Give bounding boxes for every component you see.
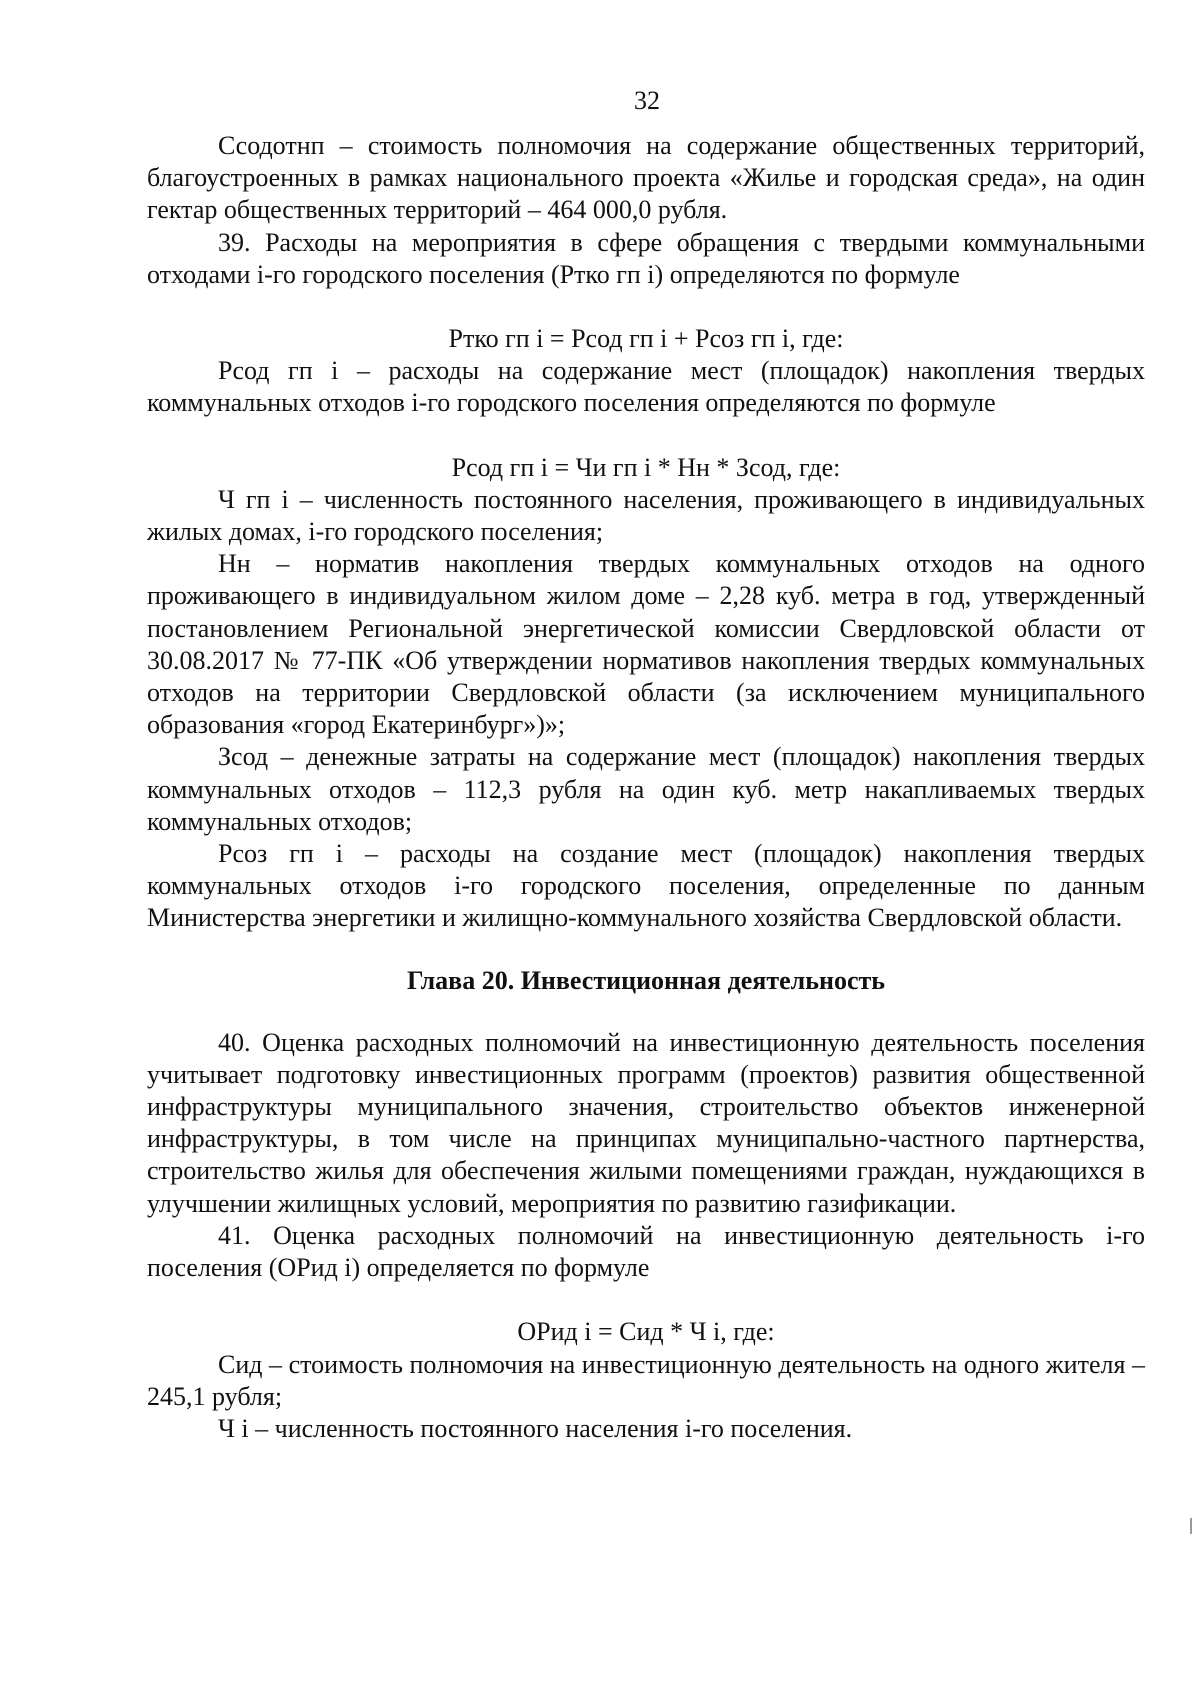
paragraph-41: 41. Оценка расходных полномочий на инвестиционную деятельность i-го поселения (ОРид i) определяется по формуле <box>147 1220 1145 1283</box>
paragraph-rsoz-definition: Рсоз гп i – расходы на создание мест (площадок) накопления твердых коммунальных отходов i-го городского поселения, определенные по данным Министерства энергетики и жилищно-коммунального хозяйства Свердловской области. <box>147 839 1145 933</box>
paragraph-39: 39. Расходы на мероприятия в сфере обращения с твердыми коммунальными отходами i-го городского поселения (Ртко гп i) определяются по формуле <box>147 227 1145 289</box>
spacer <box>147 1284 1145 1316</box>
spacer <box>147 997 1145 1027</box>
paragraph-zsod-definition: Зсод – денежные затраты на содержание мест (площадок) накопления твердых коммунальных отходов – 112,3 рубля на один куб. метр накапливаемых твердых коммунальных отходов; <box>147 742 1145 836</box>
paragraph-chi-definition: Ч i – численность постоянного населения i-го поселения. <box>218 1413 853 1443</box>
paragraph-rsod-definition: Рсод гп i – расходы на содержание мест (площадок) накопления твердых коммунальных отходов i-го городского поселения определяются по формуле <box>147 356 1145 418</box>
page-number: 32 <box>634 86 660 115</box>
scan-margin-mark <box>1190 1518 1192 1534</box>
spacer <box>147 935 1145 965</box>
formula-rtko: Ртко гп i = Рсод гп i + Рсоз гп i, где: <box>448 324 844 354</box>
paragraph-ch-definition: Ч гп i – численность постоянного населения, проживающего в индивидуальных жилых домах, i-го городского поселения; <box>147 484 1145 547</box>
formula-orid: ОРид i = Сид * Ч i, где: <box>517 1317 775 1347</box>
paragraph-40: 40. Оценка расходных полномочий на инвестиционную деятельность поселения учитывает подготовку инвестиционных программ (проектов) развития общественной инфраструктуры муниципального значения, строительство объектов инженерной инфраструктуры, в том числе на принципах муниципально-частного партнерства, строительство жилья для обеспечения жилыми помещениями граждан, нуждающихся в улучшении жилищных условий, мероприятия по развитию газификации. <box>147 1027 1145 1218</box>
document-body <box>147 130 1145 1445</box>
spacer <box>147 420 1145 452</box>
chapter-title: Глава 20. Инвестиционная деятельность <box>406 965 886 995</box>
spacer <box>147 291 1145 323</box>
paragraph-nn-definition: Нн – норматив накопления твердых коммунальных отходов на одного проживающего в индивидуальном жилом доме – 2,28 куб. метра в год, утвержденный постановлением Региональной энергетической комиссии Свердловской области от 30.08.2017 № 77-ПК «Об утверждении нормативов накопления твердых коммунальных отходов на территории Свердловской области (за исключением муниципального образования «город Екатеринбург»)»; <box>147 549 1145 740</box>
paragraph-ssodotnp: Ссодотнп – стоимость полномочия на содержание общественных территорий, благоустроенных в рамках национального проекта «Жилье и городская среда», на один гектар общественных территорий – 464 000,0 рубля. <box>147 131 1145 225</box>
formula-rsod: Рсод гп i = Чи гп i * Нн * Зсод, где: <box>451 452 841 482</box>
paragraph-sid-definition: Сид – стоимость полномочия на инвестиционную деятельность на одного жителя – 245,1 рубля; <box>147 1349 1145 1411</box>
